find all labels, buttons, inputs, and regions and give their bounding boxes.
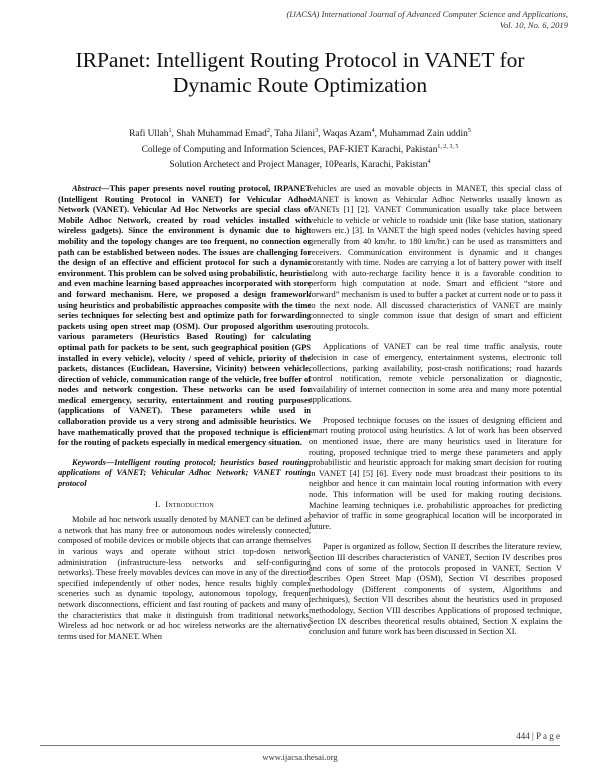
author-name: Rafi Ullah [129, 129, 169, 140]
intro-paragraph-4: Paper is organized as follow, Section II describes the literature review, Section III describes characteristics of VANET, Section IV describes pros and cons of some of the protocols proposed in VANET, Section V describes Open Street Map (OSM), Section VI describes proposed methodology (Different components of system, Algorithms and techniques), Section VII describes about the heuristics used in proposed methodology, Section VIII describes Applications of proposed technique, Section IX describes theoretical results obtained, Section X explains the conclusion and future work has been discussed in Section XI. [309, 541, 562, 637]
intro-paragraph-2: Applications of VANET can be real time traffic analysis, route decision in case of emergency, entertainment systems, electronic toll collections, parking availability, post-crash notifications; road hazards control notification, remote vehicle personalization or diagnostic, availability of internet connection in some area and many more potential applications. [309, 341, 562, 405]
section-title: Introduction [165, 498, 214, 509]
affiliation-2 [20, 156, 580, 172]
affiliation-2-text: Solution Archetect and Project Manager, 10Pearls, Karachi, Pakistan [169, 160, 428, 171]
author-separator: , [374, 129, 380, 140]
author-sup: 5 [467, 128, 471, 134]
intro-paragraph-1: Mobile ad hoc network usually denoted by MANET can be defined as a network that has many free or autonomous nodes wirelessly connected, composed of mobile devices or mobile objects that can arrange themselves in various ways and operate without strict top-down network administration (infrastructure-less networks and self-configuring networks). These freely movables devices can move in any of the direction specified independently of other nodes, hence results highly complex sceneries such as dynamic topology, autonomous topology, frequent network disconnections, efficient and fast routing of packets and many of the characteristics that make it distinguish from traditional networks. Wireless ad hoc network or ad hoc wireless networks are the alternative terms used for MANET. When [58, 514, 311, 641]
abstract-label: Abstract [72, 183, 102, 193]
section-number: I. [155, 498, 161, 509]
author-name: Shah Muhammad Emad [176, 129, 267, 140]
journal-name: (IJACSA) International Journal of Advanced Computer Science and Applications, [286, 9, 568, 19]
keywords: Keywords—Intelligent routing protocol; heuristics based routing; applications of VANET; Vehicular Adhoc Network; VANET routing protocol [58, 456, 311, 489]
author-separator: , [171, 129, 177, 140]
right-column [309, 183, 562, 637]
abstract [58, 183, 311, 448]
section-heading-introduction [58, 499, 311, 510]
affiliation-1-text: College of Computing and Information Sciences, PAF-KIET Karachi, Pakistan [141, 144, 438, 155]
author-name: Muhammad Zain uddin [379, 129, 468, 140]
intro-paragraph-1-continued: vehicles are used as movable objects in MANET, this special class of MANET is known as Vehicular Adhoc Networks usually known as VANETs [1] [2]. VANET Communication usually take place between vehicle to vehicle or vehicle to roadside unit (like base station, stationary towers etc.) [3]. In VANET the high speed nodes (vehicles having speed generally from 40 km/hr. to 180 km/hr.) can be used as transmitters and receivers. Communication environment is dynamic and it changes constantly with time. Nodes are carrying a lot of battery power with itself along with auto-recharge facility hence it is a favorable condition to perform high computation at node. Smart and efficient “store and forward” mechanism is used to buffer a packet at current node or to pass it to the next node. All discussed characteristics of VANET are mainly connected to single common issue that design of smart and efficient routing protocols. [309, 183, 562, 331]
author-separator: , [269, 129, 275, 140]
affiliation-2-sup: 4 [427, 159, 431, 166]
author-block [20, 125, 580, 172]
journal-volume: Vol. 10, No. 6, 2019 [499, 20, 568, 30]
abstract-text: —This paper presents novel routing protocol, IRPANET (Intelligent Routing Protocol in VANET) for Vehicular Adhoc Network (VANET). Vehicular Ad Hoc Networks are special class of Mobile Adhoc Network, created by road vehicles installed with wireless gadgets). Since the environment is dynamic due to high mobility and the topology changes are too frequent, no connection or path can be established between nodes. The issues are challenging for the design of an effective and efficient protocol for such a dynamic environment. This problem can be solved using probabilistic, heuristic and even machine learning based approaches incorporated with store and forward mechanism. Here, we proposed a design framework using heuristics and probabilistic approaches composite with the time series techniques for selecting best and optimize path for forwarding packets using open street map (OSM). Our proposed algorithm uses various parameters (Heuristics Based Routing) for calculating optimal path for packets to be sent, such geographical position (GPS installed in every vehicle), velocity / speed of vehicle, priority of the packets, distances (Euclidean, Haversine, Vicinity) between vehicle, direction of vehicle, communication range of the vehicle, free buffer of nodes and network congestion. These networks can be used for medical emergency, security, entertainment and routing purposes (applications of VANET). These parameters while used in collaboration provide us a very strong and admissible heuristics. We have mathematically proved that the proposed technique is efficient for the routing of packets especially in medical emergency situation. [58, 183, 311, 448]
affiliation-1-sup: 1, 2, 3, 5 [437, 143, 459, 150]
author-name: Waqas Azam [322, 129, 372, 140]
page-number: 444 | P a g e [516, 731, 560, 741]
author-name: Taha Jilani [274, 129, 316, 140]
author-sup: 1 [168, 128, 172, 134]
paper-title-line-2: Dynamic Route Optimization [172, 73, 428, 97]
author-sup: 2 [266, 128, 270, 134]
journal-header [188, 9, 568, 31]
intro-paragraph-3: Proposed technique focuses on the issues of designing efficient and smart routing protocol using heuristics. A lot of work has been observed on mentioned issue, there are many heuristics used in literature for routing, proposed technique tried to merge these parameters and apply probabilistic and heuristic approach for making smart decision for routing in VANET [4] [5] [6]. Every node must broadcast their positions to its neighbor and hence it can maintain local routing information with every node. This information will be used for making routing decisions. Machine learning techniques i.e. probabilistic approaches for predicting behavior of traffic in some geographical location will be incorporated in future. [309, 414, 562, 531]
paper-title [20, 48, 580, 98]
left-column [58, 183, 311, 641]
author-list [20, 125, 580, 141]
author-separator: , [318, 129, 323, 140]
affiliation-1 [20, 141, 580, 157]
journal-url: www.ijacsa.thesai.org [262, 752, 338, 762]
author-sup: 4 [371, 128, 375, 134]
paper-title-line-1: IRPanet: Intelligent Routing Protocol in VANET for [75, 48, 525, 72]
footer-divider [40, 745, 560, 746]
author-sup: 3 [315, 128, 319, 134]
